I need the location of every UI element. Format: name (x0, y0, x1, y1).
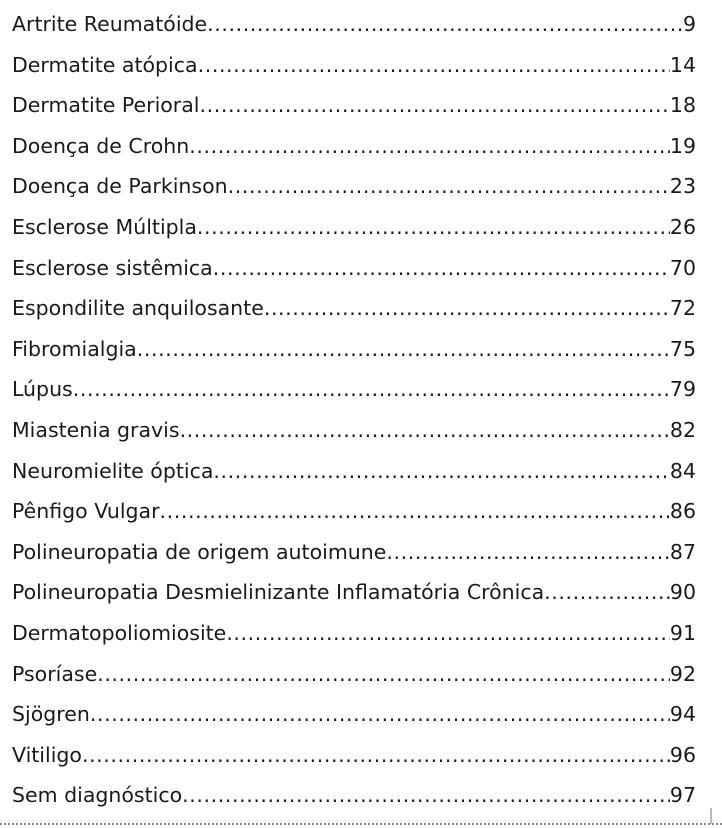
toc-entry-title: Dermatite atópica (12, 52, 198, 77)
toc-entry-title: Vitiligo (12, 742, 82, 767)
toc-entry[interactable] (12, 203, 696, 244)
toc-entry-page: 84 (669, 458, 696, 483)
dot-leader (544, 582, 670, 609)
dot-leader (137, 339, 670, 366)
dot-leader (160, 501, 670, 528)
toc-entry[interactable] (12, 365, 696, 406)
toc-entry-title: Polineuropatia de origem autoimune (12, 539, 387, 564)
toc-entry-title: Miastenia gravis (12, 418, 180, 443)
toc-entry-page: 9 (682, 12, 696, 37)
dot-leader (182, 785, 670, 812)
toc-entry[interactable] (12, 162, 696, 203)
dot-leader (197, 217, 670, 244)
toc-entry[interactable] (12, 41, 696, 82)
toc-entry-page: 94 (669, 702, 696, 727)
dot-leader (180, 420, 670, 447)
table-of-contents (12, 0, 696, 812)
toc-entry-title: Dermatite Perioral (12, 93, 200, 118)
dot-leader (82, 745, 670, 772)
toc-entry-title: Sjögren (12, 702, 90, 727)
dot-leader (226, 623, 670, 650)
page-edge-divider (0, 823, 722, 825)
dot-leader (264, 298, 670, 325)
toc-entry-page: 26 (669, 215, 696, 240)
toc-entry-title: Espondilite anquilosante (12, 296, 264, 321)
toc-entry-title: Neuromielite óptica (12, 458, 214, 483)
toc-entry-title: Esclerose Múltipla (12, 215, 197, 240)
toc-entry-title: Psoríase (12, 661, 98, 686)
toc-entry[interactable] (12, 284, 696, 325)
toc-entry-page: 82 (669, 418, 696, 443)
toc-entry-title: Artrite Reumatóide (12, 12, 208, 37)
toc-entry-page: 14 (669, 52, 696, 77)
toc-entry-page: 97 (669, 783, 696, 808)
toc-entry-page: 91 (669, 621, 696, 645)
dot-leader (386, 542, 670, 569)
dot-leader (200, 95, 670, 122)
toc-entry[interactable] (12, 406, 696, 447)
dot-leader (189, 136, 670, 163)
toc-entry-page: 18 (669, 93, 696, 118)
toc-entry[interactable] (12, 609, 696, 650)
page-edge-mark (710, 808, 718, 824)
dot-leader (207, 14, 683, 41)
toc-entry-page: 86 (669, 499, 696, 524)
toc-entry[interactable] (12, 528, 696, 569)
toc-entry[interactable] (12, 447, 696, 488)
toc-entry-page: 19 (669, 133, 696, 158)
dot-leader (213, 461, 669, 488)
dot-leader (228, 176, 670, 203)
toc-entry[interactable] (12, 650, 696, 691)
toc-entry-title: Doença de Parkinson (12, 174, 228, 199)
toc-entry-page: 70 (669, 255, 696, 280)
toc-entry-title: Polineuropatia Desmielinizante Inflamatória Crônica (12, 580, 545, 605)
toc-entry-page: 75 (669, 336, 696, 361)
toc-entry-page: 79 (669, 377, 696, 402)
toc-entry-page: 23 (669, 174, 696, 199)
dot-leader (97, 664, 670, 691)
dot-leader (213, 258, 670, 285)
toc-entry[interactable] (12, 244, 696, 285)
toc-entry[interactable] (12, 568, 696, 609)
toc-entry[interactable] (12, 487, 696, 528)
toc-entry[interactable] (12, 731, 696, 772)
toc-entry[interactable] (12, 122, 696, 163)
toc-entry[interactable] (12, 690, 696, 731)
toc-entry-title: Fibromialgia (12, 336, 137, 361)
toc-entry[interactable] (12, 771, 696, 812)
toc-entry-page: 72 (669, 296, 696, 321)
dot-leader (198, 55, 670, 82)
toc-entry-title: Doença de Crohn (12, 133, 190, 158)
toc-entry-title: Sem diagnóstico (12, 783, 183, 808)
toc-entry-title: Lúpus (12, 377, 73, 402)
toc-entry[interactable] (12, 81, 696, 122)
toc-entry-page: 92 (669, 661, 696, 686)
toc-entry[interactable] (12, 0, 696, 41)
dot-leader (90, 704, 670, 731)
toc-entry-title: Pênfigo Vulgar (12, 499, 160, 524)
toc-entry-title: Dermatopoliomiosite (12, 621, 227, 645)
toc-entry-page: 96 (669, 742, 696, 767)
toc-entry-page: 90 (669, 580, 696, 605)
dot-leader (73, 379, 670, 406)
toc-entry-title: Esclerose sistêmica (12, 255, 213, 280)
toc-entry-page: 87 (669, 539, 696, 564)
toc-entry[interactable] (12, 325, 696, 366)
